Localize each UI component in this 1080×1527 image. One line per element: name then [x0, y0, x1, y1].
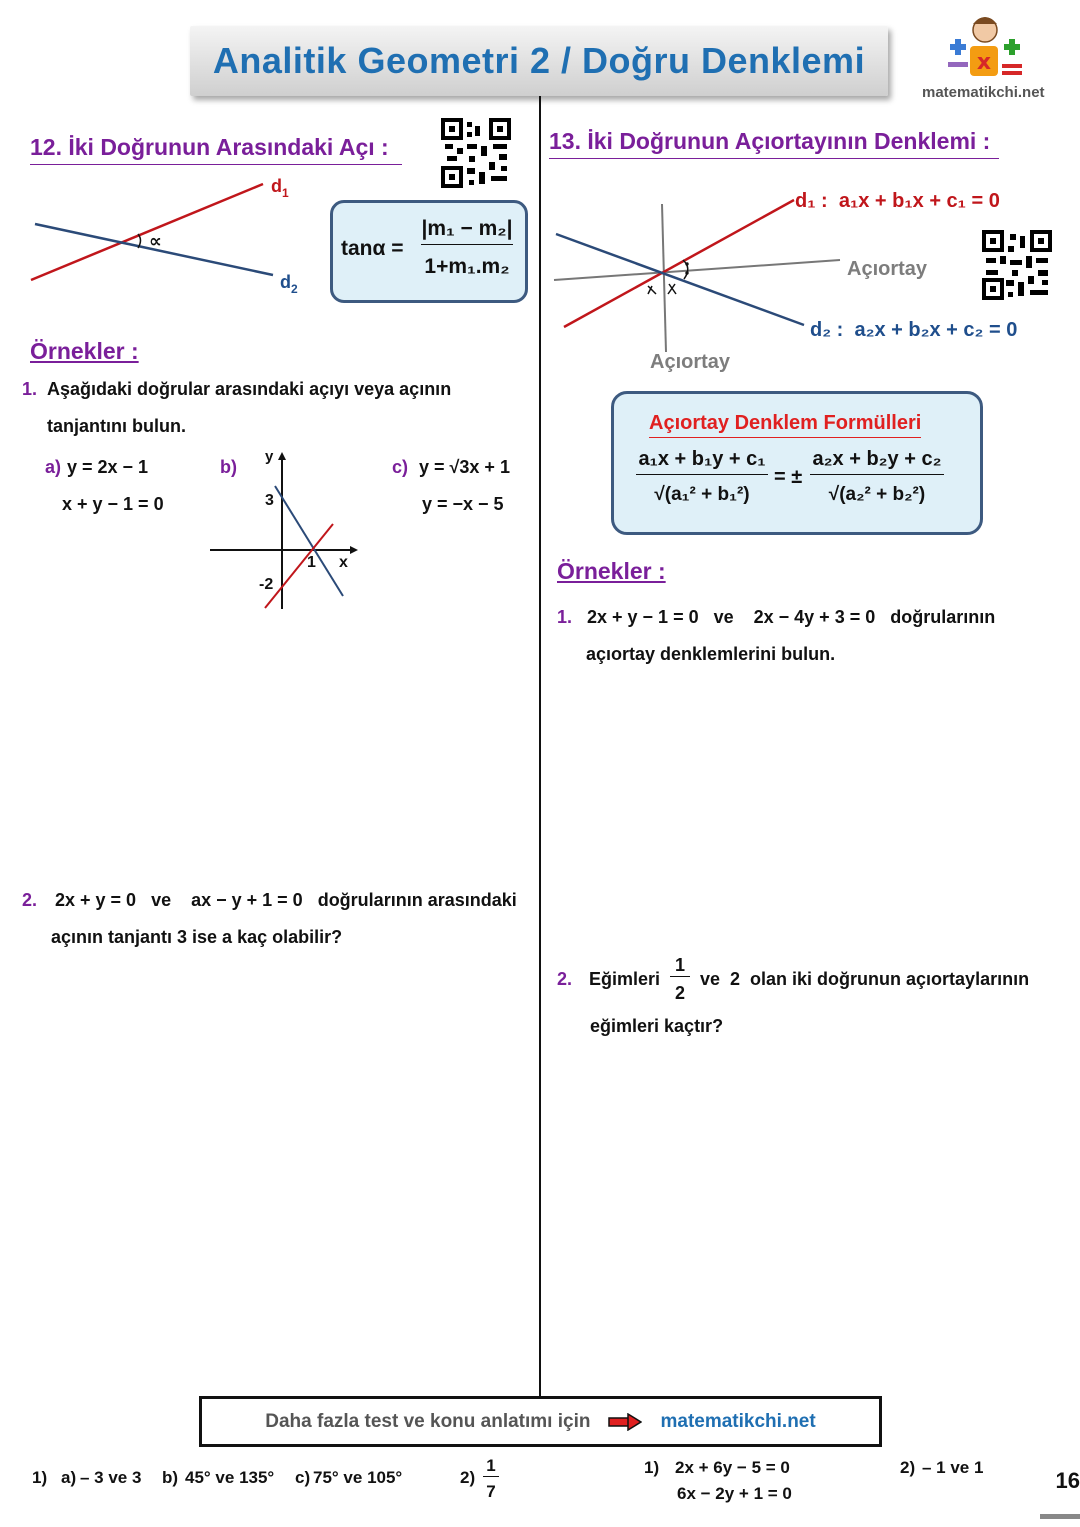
- r-q2-frac-den: 2: [674, 983, 685, 1003]
- qr-code-icon[interactable]: [441, 118, 511, 188]
- formula-denominator: 1+m₁.m₂: [424, 255, 510, 278]
- q2-line1: 2x + y = 0 ve ax − y + 1 = 0 doğrularının arasındaki: [55, 890, 517, 910]
- answer-1a: – 3 ve 3: [80, 1468, 142, 1487]
- d2-label: $d_2$: [280, 272, 298, 296]
- part-c-label: c): [392, 457, 409, 477]
- angle-mark-x: [668, 284, 676, 294]
- answer-2-frac-num: 1: [483, 1456, 499, 1477]
- tick-3: 3: [265, 492, 274, 509]
- y-axis-arrow: [278, 452, 286, 460]
- qr-code-icon[interactable]: [982, 230, 1052, 300]
- angle-mark-dot: [685, 262, 688, 265]
- bisector-num-2: a₂x + b₂y + c₂: [810, 448, 944, 475]
- examples-title-left: Örnekler :: [30, 338, 139, 364]
- d2-equation-label: d₂ : a₂x + b₂x + c₂ = 0: [810, 319, 1018, 341]
- q1-line2: tanjantını bulun.: [47, 416, 186, 436]
- d1-equation-label: d₁ : a₁x + b₁x + c₁ = 0: [795, 190, 1000, 212]
- r-q2-number: 2.: [557, 969, 573, 989]
- part-c-eq2: y = −x − 5: [422, 494, 504, 514]
- answer-r2-number: 2): [900, 1458, 916, 1477]
- answer-1-number: 1): [32, 1468, 48, 1487]
- part-c-eq1: y = √3x + 1: [419, 457, 510, 477]
- arrow-right-icon: [608, 1413, 642, 1431]
- logo-text: matematikchi.net: [922, 84, 1045, 101]
- answer-1c-label: c): [295, 1468, 311, 1487]
- part-a-label: a): [45, 457, 62, 477]
- x-axis-arrow: [350, 546, 358, 554]
- page-title: Analitik Geometri 2 / Doğru Denklemi: [212, 40, 866, 81]
- bisector-formula-title: Açıortay Denklem Formülleri: [649, 412, 921, 438]
- r-q1-number: 1.: [557, 607, 573, 627]
- r-q1-line2: açıortay denklemlerini bulun.: [586, 644, 836, 664]
- bisector-formula-box: [611, 391, 983, 535]
- tangent-formula-box: [330, 200, 528, 303]
- part-a-eq2: x + y − 1 = 0: [62, 494, 164, 514]
- answer-2-frac-den: 7: [486, 1482, 496, 1501]
- logo-icon: [940, 10, 1030, 82]
- svg-text:x: x: [976, 50, 992, 75]
- tick-neg2: -2: [259, 576, 274, 593]
- bisector-den-1: √(a₁² + b₁²): [654, 484, 750, 505]
- r-q1-line1: 2x + y − 1 = 0 ve 2x − 4y + 3 = 0 doğrularının: [587, 607, 996, 627]
- graph-line-red: [265, 524, 333, 608]
- part-b-label: b): [220, 457, 237, 477]
- angle-mark-dot: [685, 271, 688, 274]
- d1-label: $d_1$: [271, 176, 289, 200]
- bisector-line-vertical: [662, 204, 666, 352]
- x-axis-label: x: [339, 554, 348, 571]
- answer-r2: – 1 ve 1: [922, 1458, 984, 1477]
- formula-numerator: |m₁ − m₂|: [421, 217, 513, 245]
- column-divider: [539, 96, 541, 1398]
- part-a-eq1: y = 2x − 1: [67, 457, 149, 477]
- footer-text: Daha fazla test ve konu anlatımı için: [265, 1410, 591, 1432]
- r-q2-line2: eğimleri kaçtır?: [590, 1016, 724, 1036]
- bisector-den-2: √(a₂² + b₂²): [828, 484, 926, 505]
- r-q2-post: ve 2 olan iki doğrunun açıortaylarının: [700, 969, 1030, 989]
- page-number: 16: [1040, 1458, 1080, 1519]
- formula-lhs: tanα =: [341, 237, 404, 260]
- answer-1b-label: b): [162, 1468, 179, 1487]
- part-b-graph: [205, 446, 365, 616]
- q1-number: 1.: [22, 379, 38, 399]
- title-banner: [190, 26, 888, 96]
- angle-diagram: [25, 172, 325, 300]
- answer-1a-label: a): [61, 1468, 77, 1487]
- answer-r1-eq1: 2x + 6y − 5 = 0: [675, 1458, 790, 1477]
- section-12-title: 12. İki Doğrunun Arasındaki Açı :: [30, 134, 402, 165]
- q2-line2: açının tanjantı 3 ise a kaç olabilir?: [51, 927, 343, 947]
- footer-link[interactable]: matematikchi.net: [660, 1410, 816, 1432]
- footer-promo-box[interactable]: [199, 1396, 882, 1447]
- alpha-label: ∝: [149, 231, 162, 252]
- section-13-title: 13. İki Doğrunun Açıortayının Denklemi :: [549, 128, 999, 159]
- y-axis-label: y: [265, 448, 274, 465]
- answer-r1-eq2: 6x − 2y + 1 = 0: [677, 1484, 792, 1503]
- r-q2-pre: Eğimleri: [589, 969, 661, 989]
- aciortay-label-2: Açıortay: [650, 351, 731, 373]
- answer-r1-number: 1): [644, 1458, 660, 1477]
- q2-number: 2.: [22, 890, 38, 910]
- examples-title-right: Örnekler :: [557, 558, 666, 584]
- graph-line-blue: [275, 486, 343, 596]
- answer-1c: 75° ve 105°: [313, 1468, 403, 1487]
- bisector-line-horizontal: [554, 260, 840, 280]
- answer-1b: 45° ve 135°: [185, 1468, 275, 1487]
- angle-mark-x: [648, 286, 656, 294]
- answer-2-number: 2): [460, 1468, 476, 1487]
- r-q2-frac-num: 1: [670, 955, 690, 977]
- bisector-equals-pm: = ±: [774, 466, 803, 488]
- tick-1: 1: [307, 554, 316, 571]
- q1-line1: Aşağıdaki doğrular arasındaki açıyı veya açının: [47, 379, 452, 399]
- aciortay-label-1: Açıortay: [847, 258, 928, 280]
- bisector-num-1: a₁x + b₁y + c₁: [636, 448, 768, 475]
